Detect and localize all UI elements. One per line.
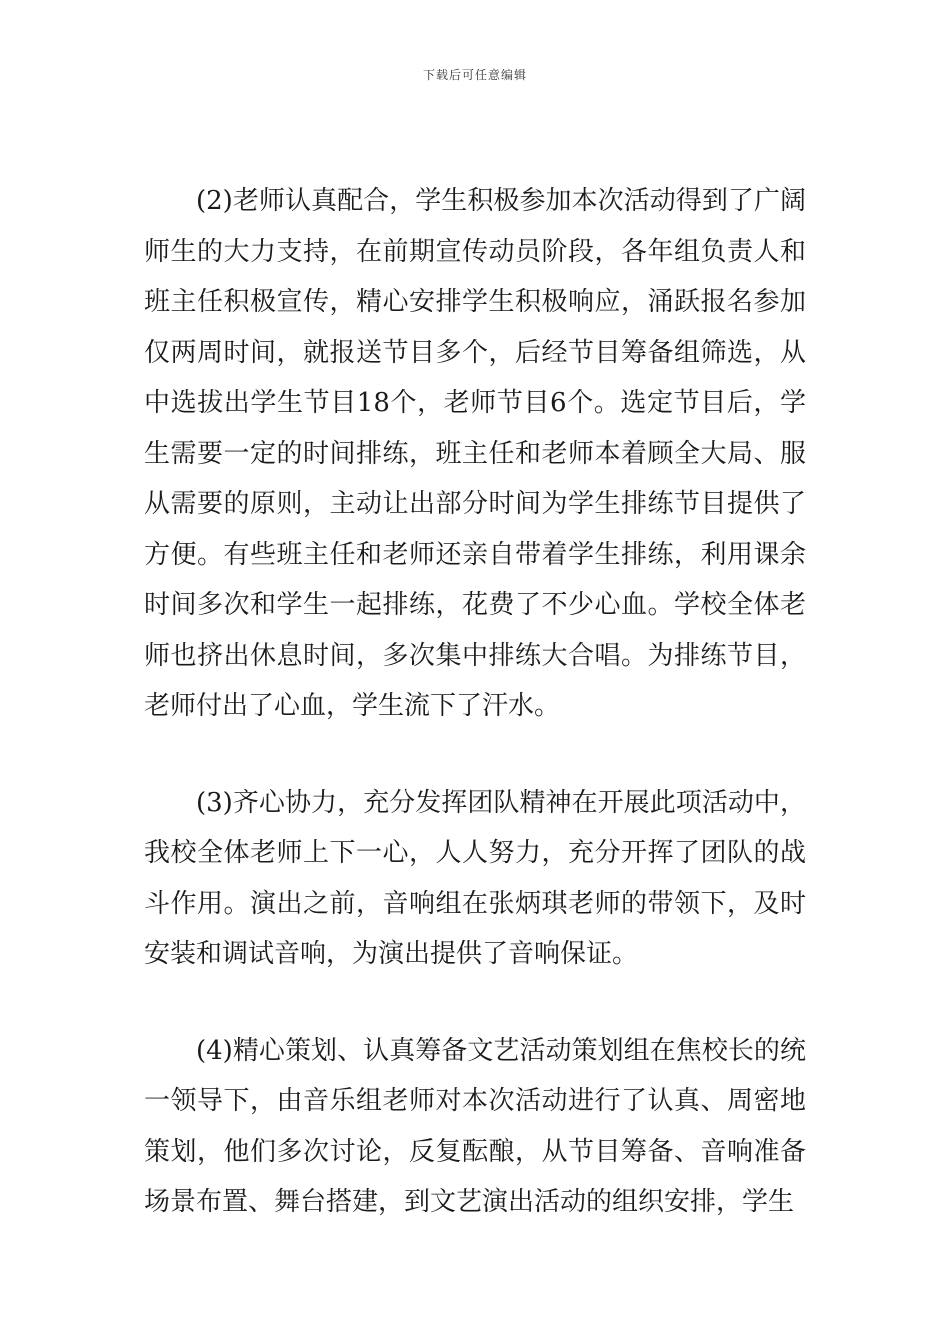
- page-header: 下载后可任意编辑: [422, 68, 527, 82]
- paragraph-4: (4)精心策划、认真筹备文艺活动策划组在焦校长的统一领导下，由音乐组老师对本次活动进行了认真、周密地策划，他们多次讨论，反复酝酿，从节目筹备、音响准备场景布置、舞台搭建，到文艺演出活动的组织安排，学生: [144, 1035, 806, 1217]
- paragraph-2: (2)老师认真配合，学生积极参加本次活动得到了广阔师生的大力支持，在前期宣传动员阶段，各年组负责人和班主任积极宣传，精心安排学生积极响应，涌跃报名参加仅两周时间，就报送节目多个，后经节目筹备组筛选，从中选拔出学生节目18个，老师节目6个。选定节目后，学生需要一定的时间排练，班主任和老师本着顾全大局、服从需要的原则，主动让出部分时间为学生排练节目提供了方便。有些班主任和老师还亲自带着学生排练，利用课余时间多次和学生一起排练，花费了不少心血。学校全体老师也挤出休息时间，多次集中排练大合唱。为排练节目，老师付出了心血，学生流下了汗水。: [144, 186, 806, 721]
- document-body: [144, 176, 806, 1228]
- paragraph-3: (3)齐心协力，充分发挥团队精神在开展此项活动中，我校全体老师上下一心，人人努力，充分开挥了团队的战斗作用。演出之前，音响组在张炳琪老师的带领下，及时安装和调试音响，为演出提供了音响保证。: [144, 787, 806, 969]
